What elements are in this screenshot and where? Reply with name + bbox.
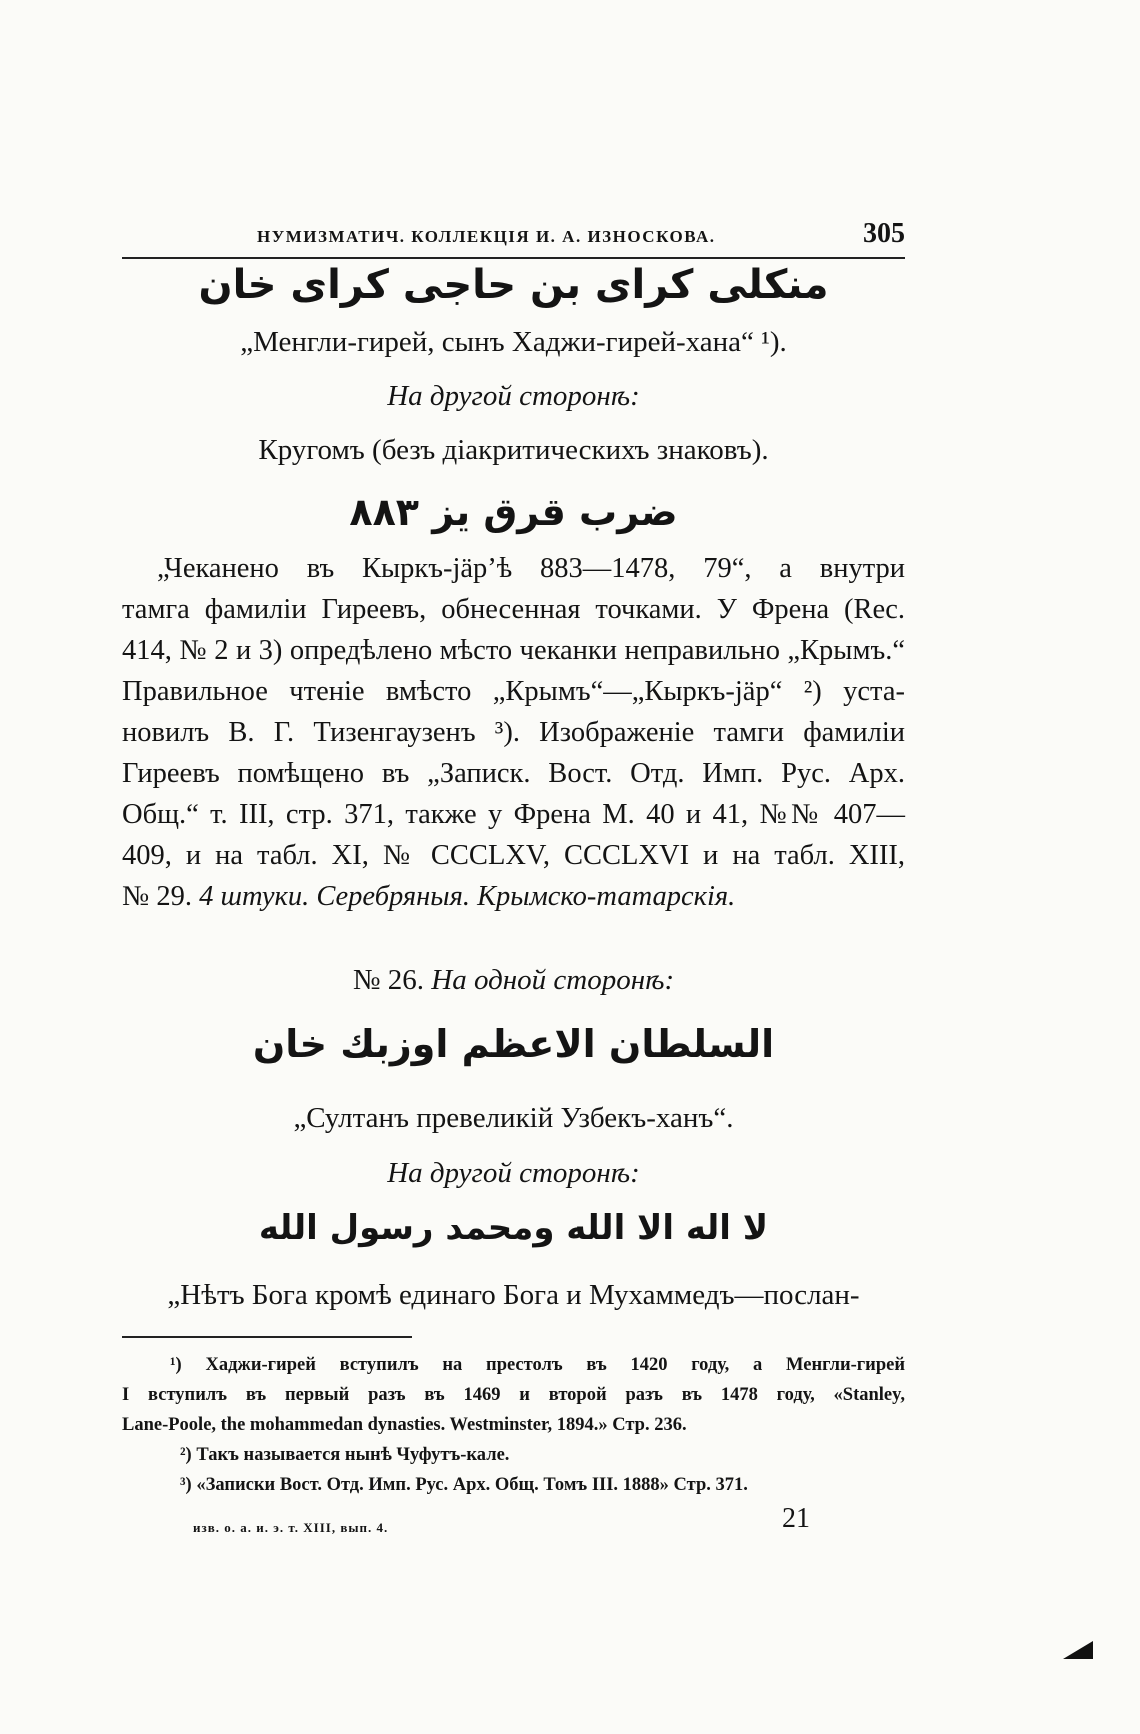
section-number: № 26. <box>352 964 425 996</box>
paragraph-line: 409, и на табл. XI, № CCCLXV, CCCLXVI и на табл. XIII, <box>122 840 905 871</box>
footnote-3: ³) «Записки Вост. Отд. Имп. Рус. Арх. Общ. Томъ III. 1888» Стр. 371. <box>180 1475 748 1495</box>
footnote-rule <box>122 1336 412 1338</box>
signature-number: 21 <box>782 1503 810 1534</box>
page-number: 305 <box>863 218 905 249</box>
arabic-inscription-4: لا اله الا الله ومحمد رسول الله <box>258 1208 769 1248</box>
paragraph-last-line <box>122 876 905 917</box>
reverse-label-1: На другой сторонѣ: <box>387 380 640 412</box>
paragraph-line: новилъ В. Г. Тизенгаузенъ ³). Изображеніе тамги фамиліи <box>122 717 905 748</box>
running-header <box>122 218 905 250</box>
paragraph-line: 414, № 2 и 3) опредѣлено мѣсто чеканки неправильно „Крымъ.“ <box>122 635 905 666</box>
reverse-label-2: На другой сторонѣ: <box>387 1157 640 1189</box>
arabic-inscription-3: السلطان الاعظم اوزبك خان <box>252 1022 775 1066</box>
header-rule <box>122 257 905 259</box>
inscription-4-translation: „Нѣтъ Бога кромѣ единаго Бога и Мухаммедъ—послан- <box>167 1279 860 1311</box>
paragraph-line: тамга фамиліи Гиреевъ, обнесенная точками. У Френа (Rec. <box>122 594 905 625</box>
scan-artifact-mark <box>1063 1641 1093 1659</box>
inscription-3-translation: „Султанъ превеликій Узбекъ-ханъ“. <box>293 1102 734 1134</box>
arabic-inscription-2: ضرب قرق يز ٨٨٣ <box>349 490 678 534</box>
footnote-1-line-2: I вступилъ въ первый разъ въ 1469 и второй разъ въ 1478 году, «Stanley, <box>122 1385 905 1405</box>
section-heading-26 <box>122 964 905 997</box>
section-heading-label: На одной сторонѣ: <box>431 964 675 996</box>
inscription-1-translation: „Менгли-гирей, сынъ Хаджи-гирей-хана“ ¹). <box>240 326 787 358</box>
description-paragraph <box>122 548 905 917</box>
signature-mark: изв. о. а. и. э. т. XIII, вып. 4. <box>193 1520 389 1535</box>
paragraph-line: Общ.“ т. III, стр. 371, также у Френа М. 40 и 41, №№ 407— <box>122 799 905 830</box>
footnote-1-line-1: ¹) Хаджи-гирей вступилъ на престолъ въ 1420 году, а Менгли-гирей <box>170 1355 905 1375</box>
paragraph-last-italic: 4 штуки. Серебряныя. Крымско-татарскія. <box>199 881 736 912</box>
arabic-inscription-1: منكلى كراى بن حاجى كراى خان <box>198 262 829 308</box>
footnote-1-line-3: Lane-Poole, the mohammedan dynasties. Westminster, 1894.» Стр. 236. <box>122 1415 687 1435</box>
paragraph-line: Гиреевъ помѣщено въ „Записк. Вост. Отд. Имп. Рус. Арх. <box>122 758 905 789</box>
paragraph-line: „Чеканено въ Кыркъ-jäр’ѣ 883—1478, 79“, а внутри <box>157 553 905 584</box>
header-title: НУМИЗМАТИЧ. КОЛЛЕКЦІЯ И. А. ИЗНОСКОВА. <box>257 227 716 246</box>
paragraph-line: Правильное чтеніе вмѣсто „Крымъ“—„Кыркъ-jäр“ ²) уста- <box>122 676 905 707</box>
paragraph-last-prefix: № 29. <box>122 881 192 912</box>
footnote-2: ²) Такъ называется нынѣ Чуфутъ-кале. <box>180 1445 510 1465</box>
reverse-description: Кругомъ (безъ діакритическихъ знаковъ). <box>258 434 769 466</box>
footnotes <box>122 1350 905 1500</box>
